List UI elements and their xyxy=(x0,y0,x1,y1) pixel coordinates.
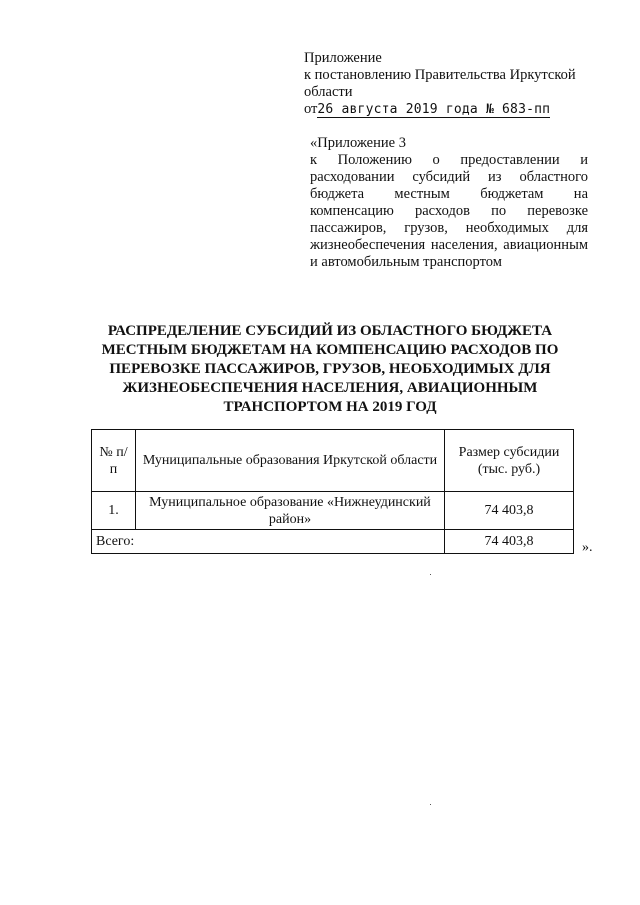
appendix-heading: «Приложение 3 xyxy=(310,135,406,151)
appendix-description: к Положению о предоставлении и расходовании субсидий из областного бюджета местным бюджетам на компенсацию расходов по перевозке пассажиров, грузов, необходимых для жизнеобеспечения населения, авиационным и автомобильным транспортом xyxy=(310,152,588,270)
approval-block xyxy=(304,50,604,118)
row-number: 1. xyxy=(92,492,136,530)
appendix-block xyxy=(310,135,588,271)
approval-date: 26 августа 2019 года № 683-пп xyxy=(317,102,551,117)
row-amount: 74 403,8 xyxy=(445,492,574,530)
table-row xyxy=(92,492,574,530)
total-amount: 74 403,8 xyxy=(445,530,574,554)
total-label: Всего: xyxy=(92,530,445,554)
document-title: РАСПРЕДЕЛЕНИЕ СУБСИДИЙ ИЗ ОБЛАСТНОГО БЮДЖЕТА МЕСТНЫМ БЮДЖЕТАМ НА КОМПЕНСАЦИЮ РАСХОДОВ ПО ПЕРЕВОЗКЕ ПАССАЖИРОВ, ГРУЗОВ, НЕОБХОДИМЫХ ДЛЯ ЖИЗНЕОБЕСПЕЧЕНИЯ НАСЕЛЕНИЯ, АВИАЦИОННЫМ ТРАНСПОРТОМ НА 2019 ГОД xyxy=(101,323,559,415)
header-number: № п/п xyxy=(92,430,136,492)
table-total-row xyxy=(92,530,574,554)
approval-date-line xyxy=(304,101,604,118)
closing-quote: ». xyxy=(582,540,593,555)
approval-region: области xyxy=(304,84,353,100)
row-municipality: Муниципальное образование «Нижнеудинский район» xyxy=(136,492,445,530)
subsidy-table xyxy=(91,429,574,554)
scan-speck xyxy=(430,574,431,575)
header-municipality: Муниципальные образования Иркутской области xyxy=(136,430,445,492)
approval-heading: Приложение xyxy=(304,50,382,66)
header-subsidy-amount: Размер субсидии (тыс. руб.) xyxy=(445,430,574,492)
scan-speck xyxy=(430,804,431,805)
table-header-row xyxy=(92,430,574,492)
date-prefix: от xyxy=(304,101,318,117)
approval-reference: к постановлению Правительства Иркутской xyxy=(304,67,576,83)
